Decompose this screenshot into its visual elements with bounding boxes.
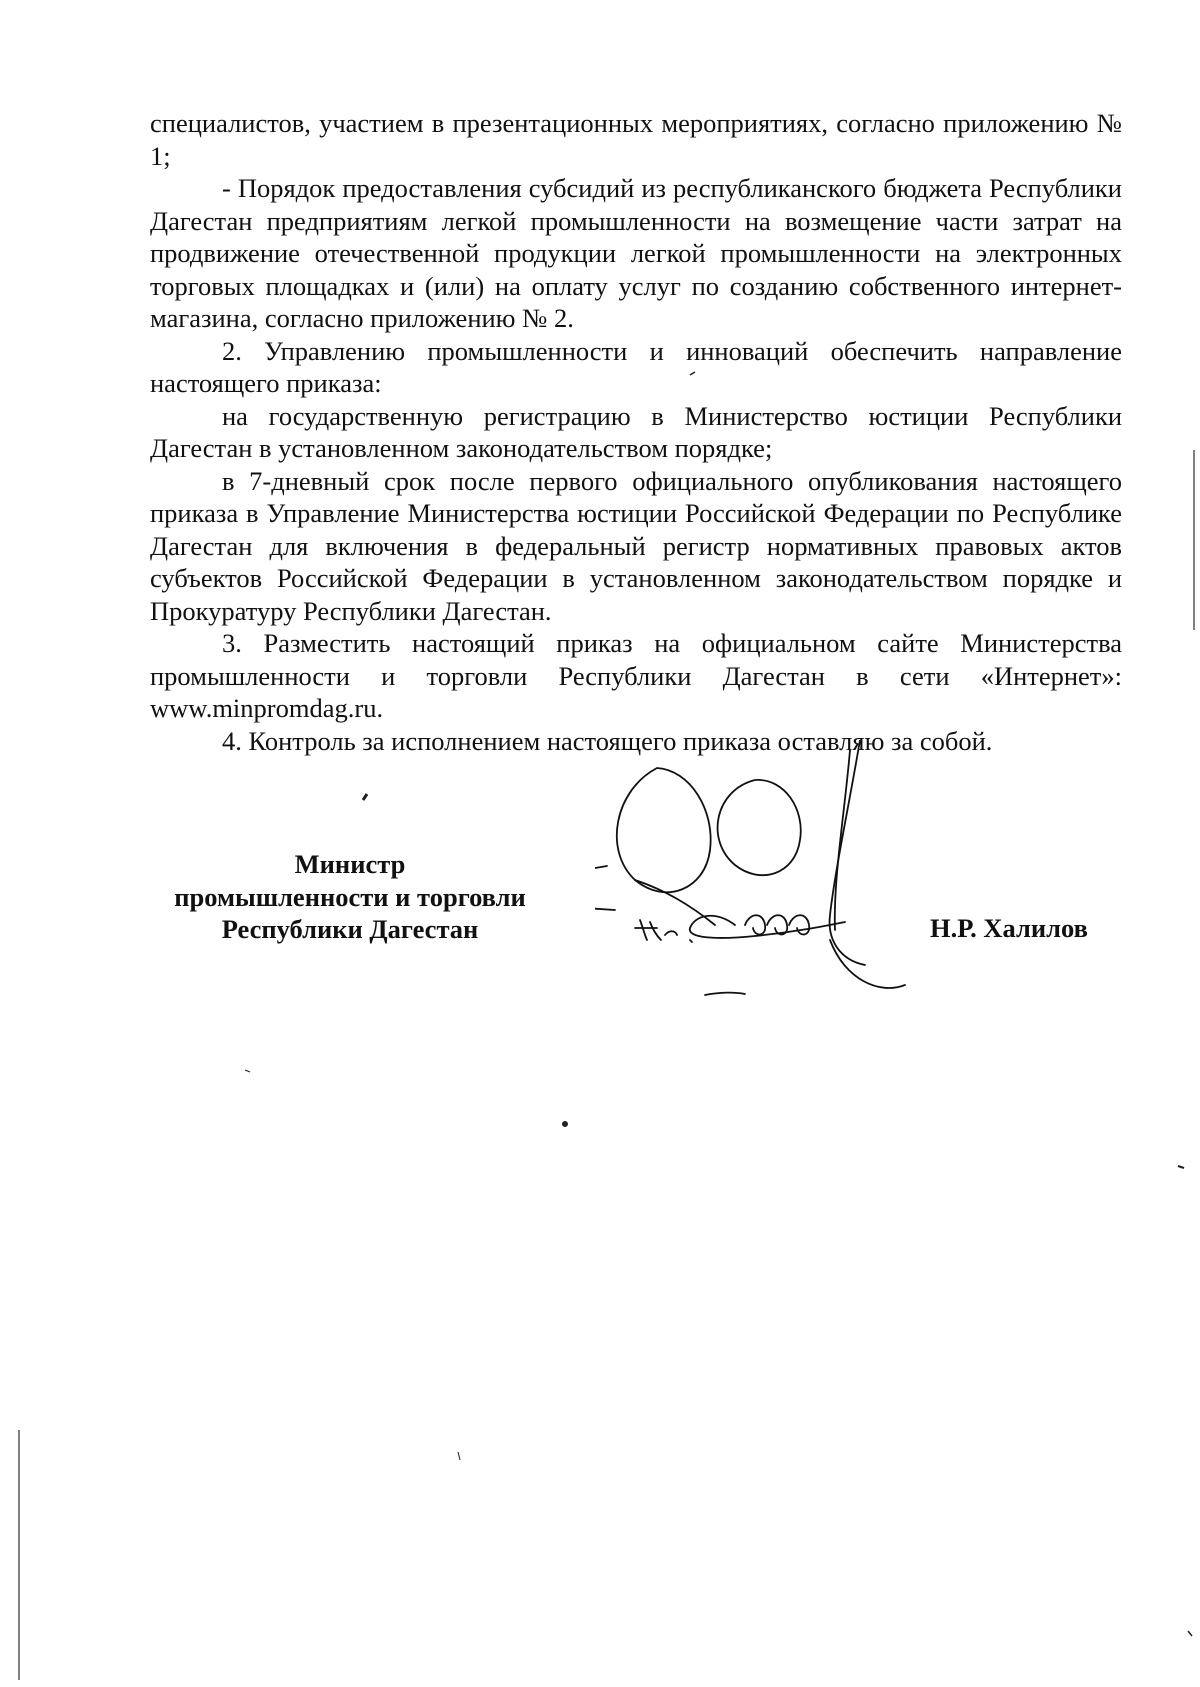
paragraph-federal-register: в 7-дневный срок после первого официального опубликования настоящего приказа в Управление Министерства юстиции Российской Федерации по Республике Дагестан для включения в федеральный регистр нормативных правовых актов субъектов Российской Федерации в установленном законодательством порядке и Прокуратуру Республики Дагестан. [150, 465, 1122, 626]
paragraph-item-3: 3. Разместить настоящий приказ на официальном сайте Министерства промышленности и торговли Республики Дагестан в сети «Интернет»: www.minpromdag.ru. [150, 628, 1122, 723]
signatory-title-line3: Республики Дагестан [221, 914, 479, 944]
paragraph-appendix-2: - Порядок предоставления субсидий из республиканского бюджета Республики Дагестан предприятиям легкой промышленности на возмещение части затрат на продвижение отечественной продукции легкой промышленности на электронных торговых площадках и (или) на оплату услуг по созданию собственного интернет-магазина, согласно приложению № 2. [150, 173, 1122, 333]
signatory-title-line1: Министр [294, 849, 406, 879]
paragraph-item-4: 4. Контроль за исполнением настоящего приказа оставляю за собой. [222, 725, 993, 756]
signatory-title [150, 848, 550, 946]
handwritten-signature [595, 740, 955, 1020]
paragraph-continuation: специалистов, участием в презентационных мероприятиях, согласно приложению № 1; [150, 108, 1122, 171]
signatory-name: Н.Р. Халилов [930, 913, 1088, 943]
paragraph-item-2: 2. Управлению промышленности и инноваций обеспечить направление настоящего приказа: [150, 335, 1122, 398]
signatory-title-line2: промышленности и торговли [174, 881, 526, 912]
paragraph-registration: на государственную регистрацию в Министерство юстиции Республики Дагестан в установленном законодательством порядке; [150, 400, 1122, 463]
document-body [150, 107, 1122, 757]
